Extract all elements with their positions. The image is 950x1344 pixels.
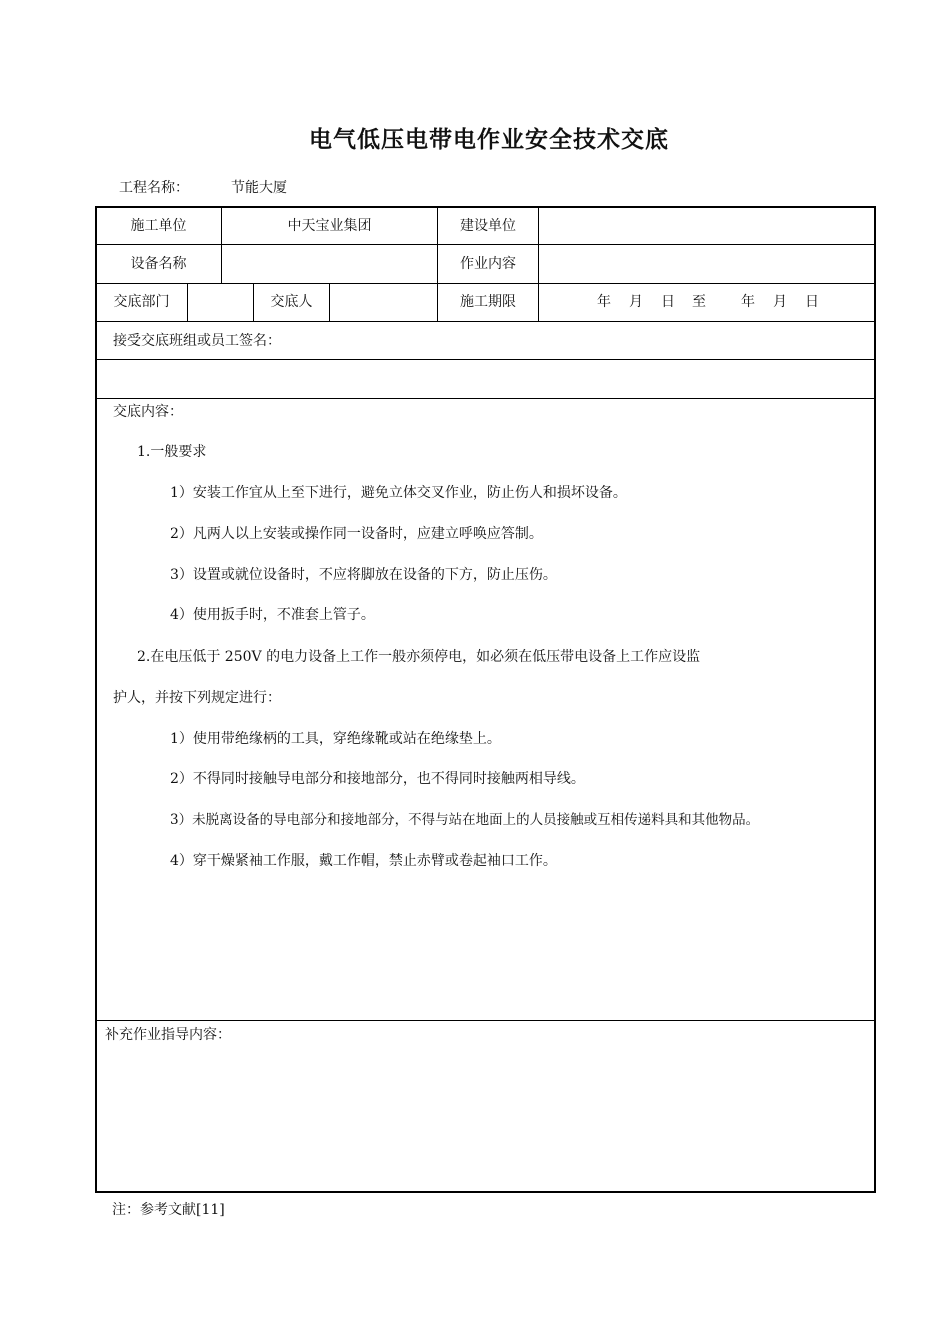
briefer-label: 交底人 xyxy=(270,294,313,310)
content-line: 2）不得同时接触导电部分和接地部分，也不得同时接触两相导线。 xyxy=(170,771,585,787)
content-line: 4）使用扳手时，不准套上管子。 xyxy=(170,607,375,623)
work-period-label: 施工期限 xyxy=(460,294,516,310)
supplement-label: 补充作业指导内容： xyxy=(105,1027,231,1043)
construction-unit-value: 中天宝业集团 xyxy=(287,218,372,234)
content-line: 1）使用带绝缘柄的工具，穿绝缘靴或站在绝缘垫上。 xyxy=(170,731,501,747)
date-to: 至 xyxy=(692,294,706,310)
table-row-divider xyxy=(96,359,876,360)
project-name-label: 工程名称： xyxy=(119,180,189,196)
signature-label: 接受交底班组或员工签名： xyxy=(113,333,281,349)
content-line: 3）设置或就位设备时，不应将脚放在设备的下方，防止压伤。 xyxy=(170,567,557,583)
date-start-year: 年 xyxy=(597,294,611,310)
briefing-dept-label: 交底部门 xyxy=(113,294,170,310)
table-row-divider xyxy=(96,1020,876,1021)
table-col-divider xyxy=(538,208,539,321)
date-end-year: 年 xyxy=(741,294,755,310)
content-line: 4）穿干燥紧袖工作服，戴工作帽，禁止赤臂或卷起袖口工作。 xyxy=(170,853,557,869)
content-line: 1）安装工作宜从上至下进行，避免立体交叉作业，防止伤人和损坏设备。 xyxy=(170,485,627,501)
equipment-name-label: 设备名称 xyxy=(130,256,187,272)
table-row-divider xyxy=(96,283,876,284)
content-line: 护人，并按下列规定进行： xyxy=(113,690,281,706)
content-label: 交底内容： xyxy=(113,404,183,420)
client-unit-label: 建设单位 xyxy=(460,218,516,234)
table-row-divider xyxy=(96,244,876,245)
date-start-day: 日 xyxy=(661,294,675,310)
table-row-divider xyxy=(96,321,876,322)
content-line: 3）未脱离设备的导电部分和接地部分，不得与站在地面上的人员接触或互相传递料具和其他物品。 xyxy=(170,812,760,828)
content-line: 1.一般要求 xyxy=(137,444,207,460)
date-end-month: 月 xyxy=(773,294,787,310)
document-title: 电气低压电带电作业安全技术交底 xyxy=(309,127,669,153)
construction-unit-label: 施工单位 xyxy=(130,218,187,234)
date-start-month: 月 xyxy=(629,294,643,310)
table-col-divider xyxy=(329,283,330,321)
table-row-divider xyxy=(96,398,876,399)
date-end-day: 日 xyxy=(805,294,819,310)
content-line: 2.在电压低于 250V 的电力设备上工作一般亦须停电，如必须在低压带电设备上工作应设监 xyxy=(137,649,701,665)
project-name-value: 节能大厦 xyxy=(231,180,287,196)
footnote: 注：参考文献[11] xyxy=(112,1202,225,1218)
work-content-label: 作业内容 xyxy=(460,256,516,272)
content-line: 2）凡两人以上安装或操作同一设备时，应建立呼唤应答制。 xyxy=(170,526,543,542)
table-col-divider xyxy=(187,283,188,321)
